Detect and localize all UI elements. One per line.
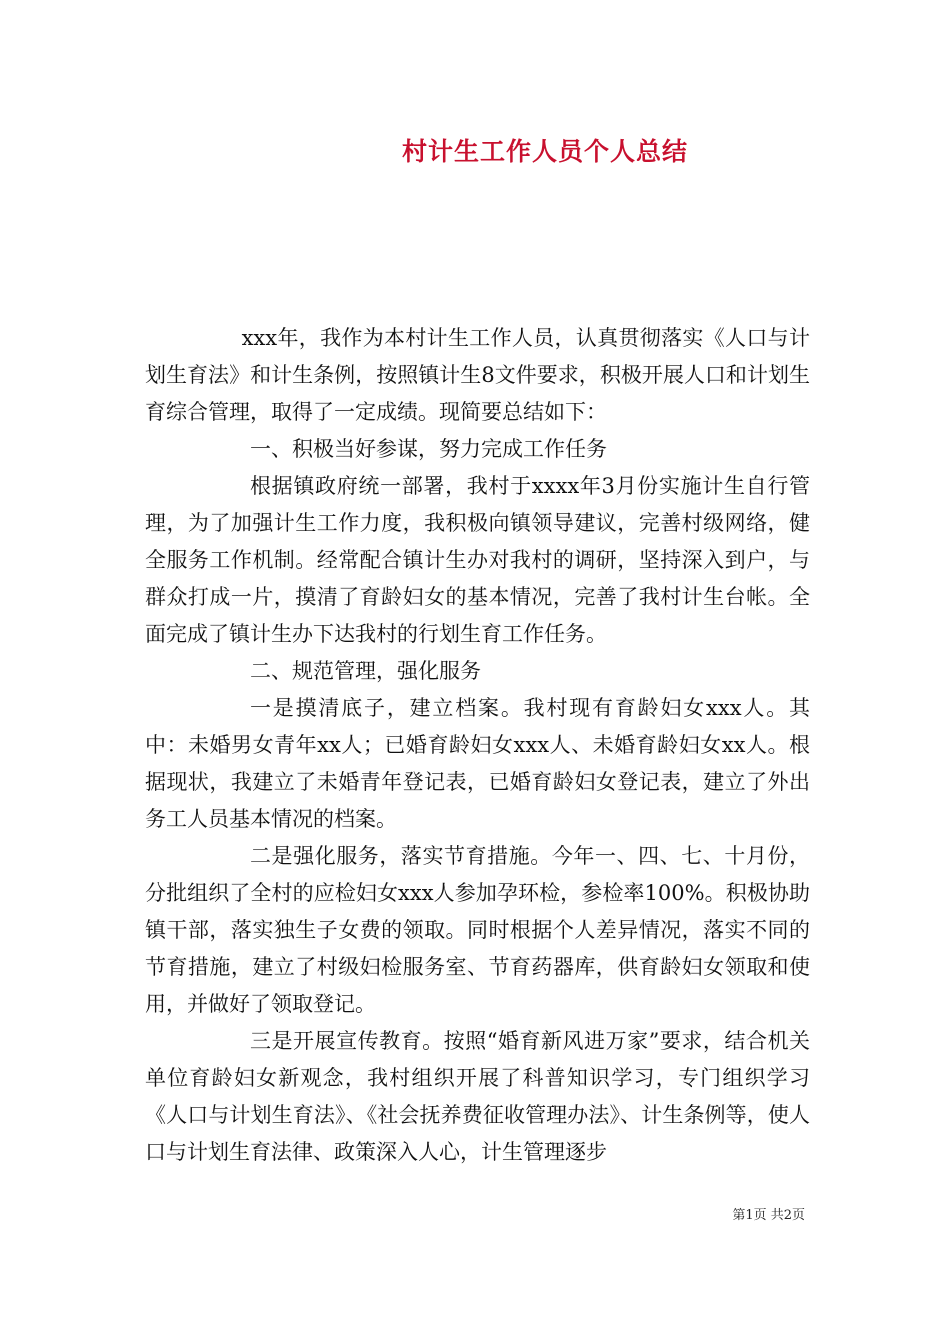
section-heading-1: 一、积极当好参谋，努力完成工作任务	[250, 437, 607, 461]
body-paragraph: 二是强化服务，落实节育措施。今年一、四、七、十月份，分批组织了全村的应检妇女xxx人参加孕环检，参检率100%。积极协助镇干部，落实独生子女费的领取。同时根据个人差异情况，落实不同的节育措施，建立了村级妇检服务室、节育药器库，供育龄妇女领取和使用，并做好了领取登记。	[145, 844, 810, 1016]
body-paragraph: 根据镇政府统一部署，我村于xxxx年3月份实施计生自行管理，为了加强计生工作力度，我积极向镇领导建议，完善村级网络，健全服务工作机制。经常配合镇计生办对我村的调研，坚持深入到户，与群众打成一片，摸清了育龄妇女的基本情况，完善了我村计生台帐。全面完成了镇计生办下达我村的行划生育工作任务。	[145, 474, 810, 646]
section-heading-2: 二、规范管理，强化服务	[250, 659, 481, 683]
document-title: 村计生工作人员个人总结	[401, 137, 688, 166]
body-paragraph: 三是开展宣传教育。按照“婚育新风进万家”要求，结合机关单位育龄妇女新观念，我村组织开展了科普知识学习，专门组织学习《人口与计划生育法》、《社会抚养费征收管理办法》、计生条例等，使人口与计划生育法律、政策深入人心，计生管理逐步	[145, 1029, 810, 1164]
body-paragraph: 一是摸清底子，建立档案。我村现有育龄妇女xxx人。其中：未婚男女青年xx人；已婚育龄妇女xxx人、未婚育龄妇女xx人。根据现状，我建立了未婚青年登记表，已婚育龄妇女登记表，建立了外出务工人员基本情况的档案。	[145, 696, 810, 831]
page-number: 第1页 共2页	[732, 1208, 805, 1223]
document-body	[145, 320, 810, 1171]
intro-paragraph: xxx年，我作为本村计生工作人员，认真贯彻落实《人口与计划生育法》和计生条例，按照镇计生8文件要求，积极开展人口和计划生育综合管理，取得了一定成绩。现简要总结如下：	[145, 326, 810, 424]
